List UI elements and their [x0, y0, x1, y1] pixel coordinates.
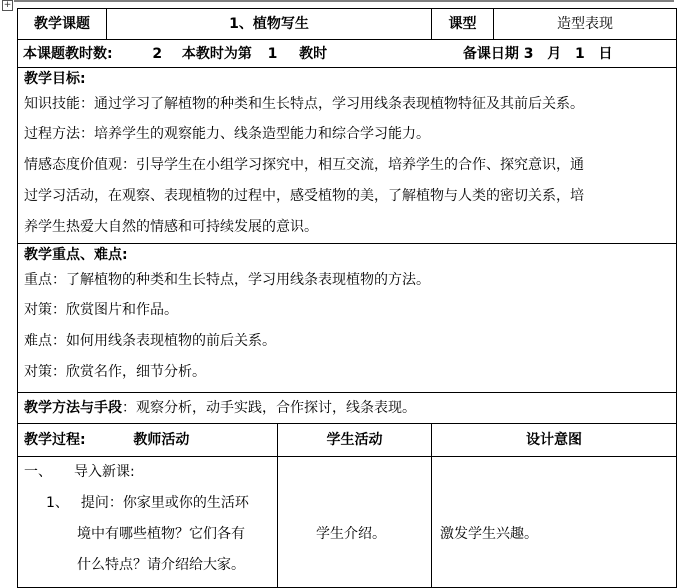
process-content-row: [18, 457, 677, 588]
design-intent-text: 激发学生兴趣。: [440, 526, 538, 542]
course-title: 1、植物写生: [107, 9, 432, 40]
header-row: [18, 9, 677, 40]
sub-step-line: 什么特点？请介绍给大家。: [77, 557, 245, 573]
key-points-row: [18, 244, 677, 393]
key-points-cell: [18, 244, 677, 393]
total-hours-value: 2: [152, 45, 163, 62]
teacher-activity-label: 教师活动: [133, 432, 190, 448]
teacher-activity-cell: [18, 457, 278, 588]
objectives-cell: [18, 68, 677, 244]
objective-line: 养学生热爱大自然的情感和可持续发展的意识。: [24, 219, 318, 235]
key-points-heading: 教学重点、难点:: [24, 247, 128, 263]
prep-day-unit: 日: [598, 45, 613, 62]
student-activity-cell: [278, 457, 432, 588]
sub-step-text: 提问：你家里或你的生活环: [80, 495, 249, 511]
process-header-row: [18, 424, 677, 457]
prep-month-unit: 月: [547, 45, 562, 62]
objectives-row: [18, 68, 677, 244]
methods-cell: [18, 393, 677, 424]
step-number: 一、: [24, 464, 52, 480]
student-activity-header: 学生活动: [278, 424, 432, 457]
design-intent-header: 设计意图: [432, 424, 677, 457]
lesson-plan-table: [17, 8, 677, 588]
page-top-border: [14, 0, 674, 2]
objective-line: 过学习活动，在观察、表现植物的过程中，感受植物的美，了解植物与人类的密切关系，培: [24, 188, 584, 204]
sub-step-line: 境中有哪些植物？它们各有: [77, 526, 245, 542]
current-hour-prefix: 本教时为第: [181, 45, 252, 62]
sub-step-line: [24, 488, 271, 519]
student-activity-text: 学生介绍。: [316, 526, 386, 542]
design-intent-cell: [432, 457, 677, 588]
type-label: 课型: [432, 9, 494, 40]
methods-text: ：观察分析，动手实践，合作探讨，线条表现。: [122, 400, 416, 416]
current-hour-value: 1: [267, 45, 278, 62]
process-label: 教学过程:: [24, 432, 86, 448]
hours-row: [18, 40, 677, 68]
methods-row: [18, 393, 677, 424]
step-title-line: [24, 457, 271, 488]
methods-label: 教学方法与手段: [24, 400, 122, 416]
hours-cell: [18, 40, 677, 68]
course-label: 教学课题: [18, 9, 107, 40]
key-point-line: 重点：了解植物的种类和生长特点，学习用线条表现植物的方法。: [24, 272, 430, 288]
total-hours-label: 本课题教时数:: [23, 45, 113, 62]
current-hour-suffix: 教时: [299, 45, 328, 62]
objectives-heading: 教学目标:: [24, 71, 86, 87]
key-point-line: 难点：如何用线条表现植物的前后关系。: [24, 333, 276, 349]
prep-date-label: 备课日期: [462, 45, 519, 62]
key-point-line: 对策：欣赏图片和作品。: [24, 302, 178, 318]
objective-line: 知识技能：通过学习了解植物的种类和生长特点，学习用线条表现植物特征及其前后关系。: [24, 96, 584, 112]
table-move-handle-icon[interactable]: +: [3, 0, 12, 10]
sub-step-number: 1、: [46, 495, 69, 511]
type-value: 造型表现: [494, 9, 677, 40]
key-point-line: 对策：欣赏名作，细节分析。: [24, 364, 206, 380]
teacher-activity-header: [18, 424, 278, 457]
prep-day: 1: [574, 45, 585, 62]
prep-month: 3: [523, 45, 534, 62]
objective-line: 过程方法：培养学生的观察能力、线条造型能力和综合学习能力。: [24, 126, 430, 142]
step-title: 导入新课:: [74, 464, 135, 480]
objective-line: 情感态度价值观：引导学生在小组学习探究中，相互交流，培养学生的合作、探究意识，通: [24, 157, 584, 173]
